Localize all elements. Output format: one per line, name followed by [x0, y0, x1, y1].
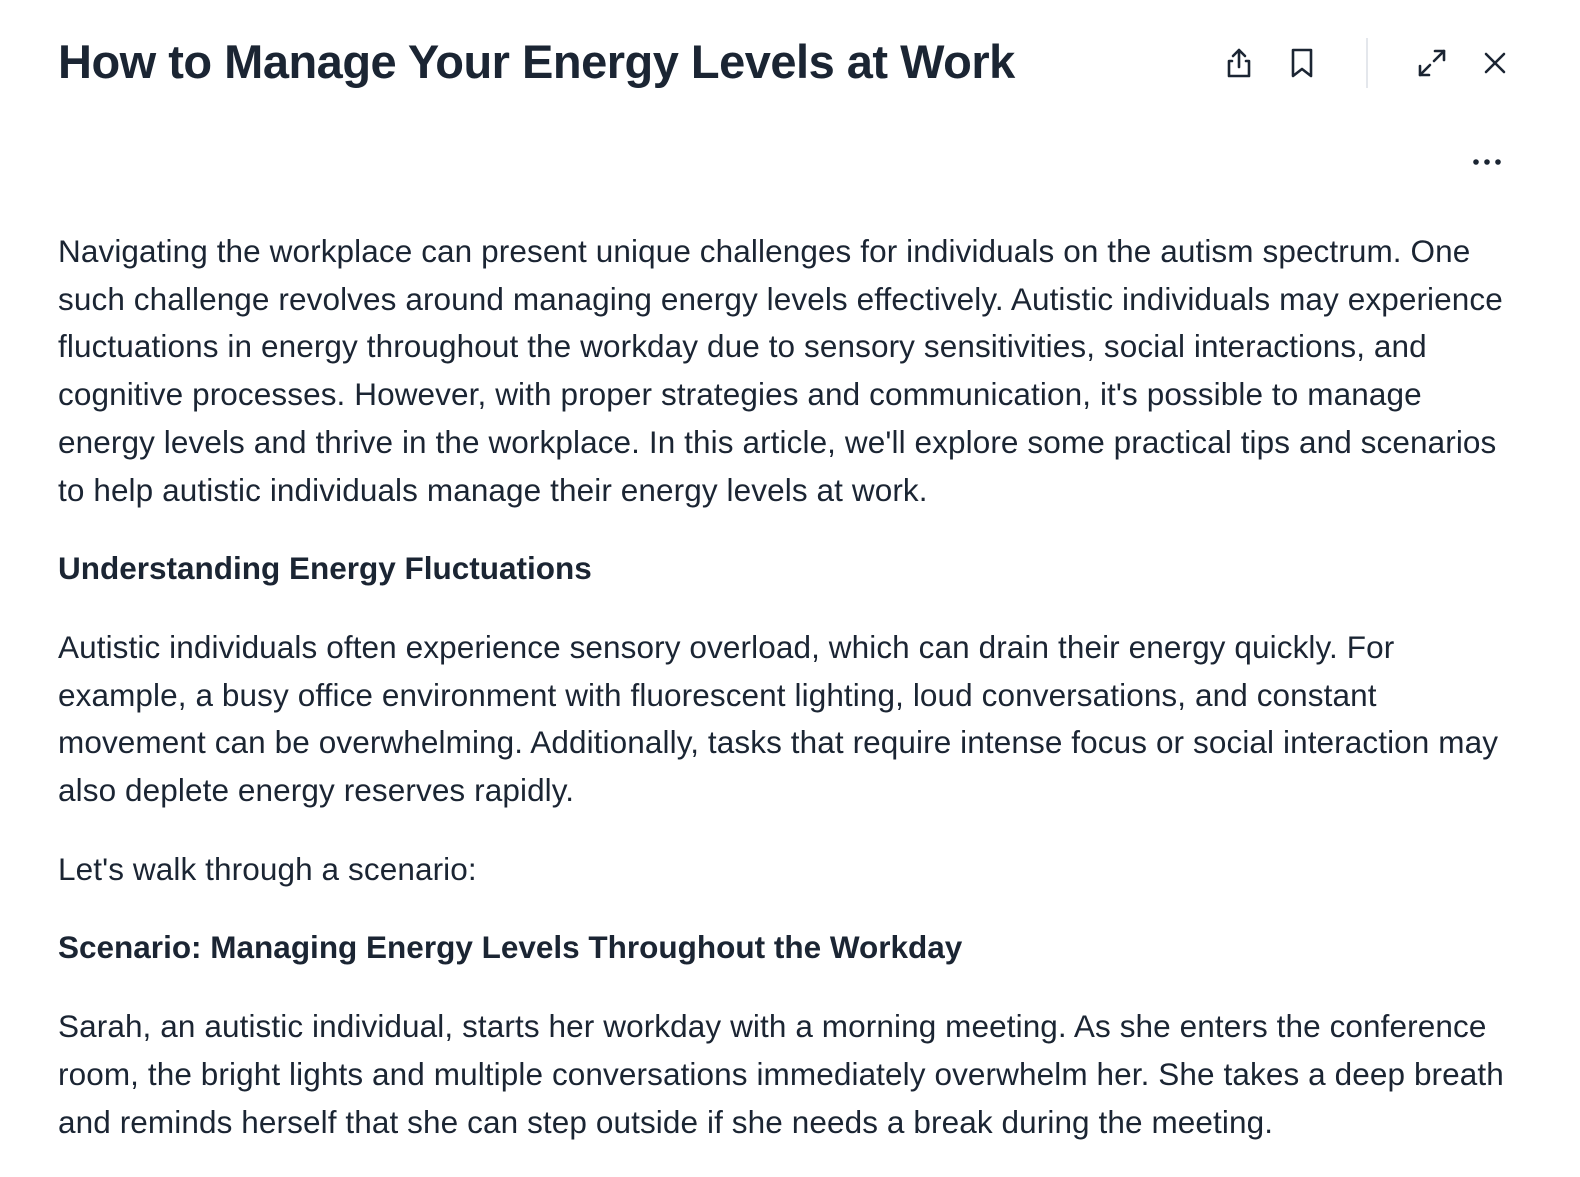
share-button[interactable] — [1217, 41, 1261, 85]
article-body — [58, 228, 1518, 1177]
more-horizontal-icon — [1472, 158, 1502, 166]
bookmark-icon — [1289, 47, 1315, 79]
close-button[interactable] — [1473, 41, 1517, 85]
intro-paragraph: Navigating the workplace can present unique challenges for individuals on the autism spectrum. One such challenge revolves around managing energy levels effectively. Autistic individuals may experience fluctuations in energy throughout the workday due to sensory sensitivities, social interactions, and cognitive processes. However, with proper strategies and communication, it's possible to manage energy levels and thrive in the workplace. In this article, we'll explore some practical tips and scenarios to help autistic individuals manage their energy levels at work. — [58, 233, 1503, 508]
body-paragraph: Let's walk through a scenario: — [58, 850, 477, 887]
toolbar-divider — [1366, 38, 1368, 88]
scenario-heading: Scenario: Managing Energy Levels Throughout the Workday — [58, 929, 963, 966]
bookmark-button[interactable] — [1280, 41, 1324, 85]
more-options-button[interactable] — [1465, 140, 1509, 184]
article-title: How to Manage Your Energy Levels at Work — [58, 35, 1015, 88]
share-icon — [1224, 47, 1254, 79]
expand-icon — [1416, 47, 1448, 79]
expand-button[interactable] — [1410, 41, 1454, 85]
close-icon — [1482, 50, 1508, 76]
section-heading: Understanding Energy Fluctuations — [58, 550, 592, 587]
article-header — [0, 0, 1580, 126]
body-paragraph: Autistic individuals often experience sensory overload, which can drain their energy quickly. For example, a busy office environment with fluorescent lighting, loud conversations, and constant movement can be overwhelming. Additionally, tasks that require intense focus or social interaction may also deplete energy reserves rapidly. — [58, 628, 1499, 809]
body-paragraph: Sarah, an autistic individual, starts her workday with a morning meeting. As she enters the conference room, the bright lights and multiple conversations immediately overwhelm her. She takes a deep breath and reminds herself that she can step outside if she needs a break during the meeting. — [58, 1008, 1504, 1140]
